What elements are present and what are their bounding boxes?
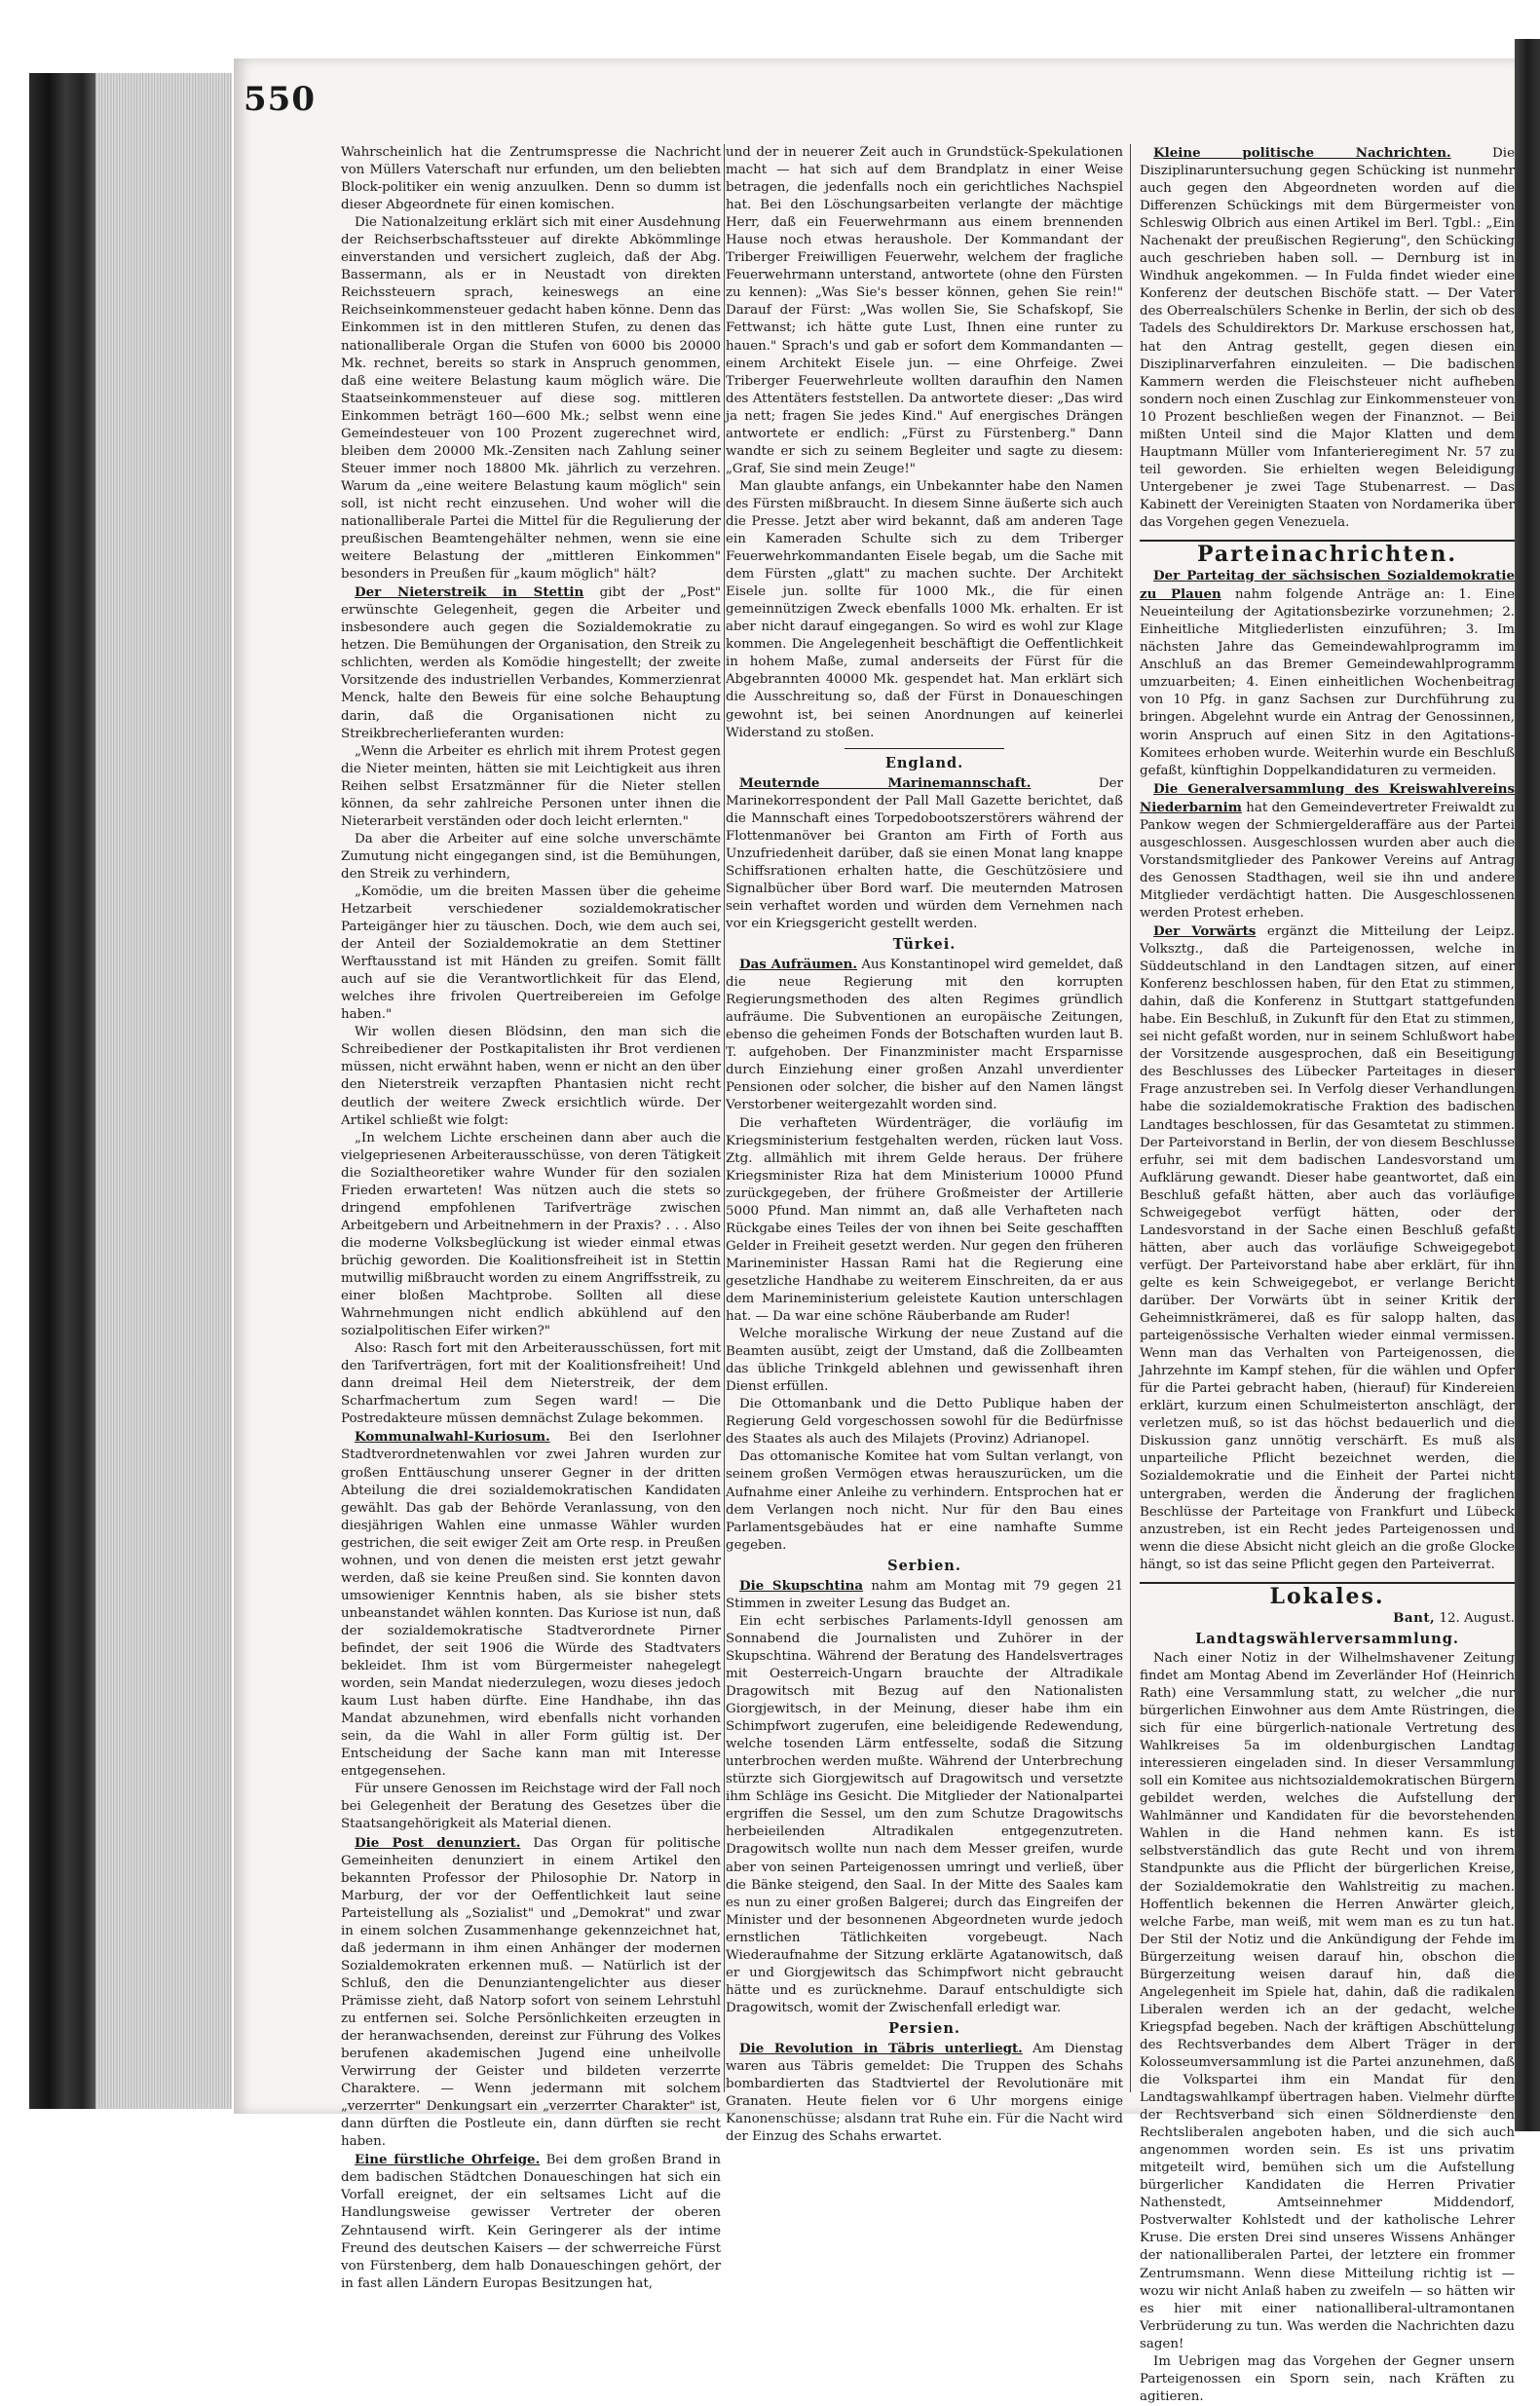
page-stack-edge (95, 73, 232, 2109)
column-divider (724, 144, 725, 2092)
paragraph-text: Wahrscheinlich hat die Zentrumspresse die Nachricht von Müllers Vaterschaft nur erfunden, um den beliebten Block-politiker ein wenig anzuulken. Denn so dumm ist dieser Abgeordnete für einen komischen. (341, 145, 721, 213)
paragraph (726, 478, 1123, 742)
paragraph-text: Im Uebrigen mag das Vorgehen der Gegner unsern Parteigenossen ein Sporn sein, nach Kräften zu agitieren. (1140, 2353, 1515, 2404)
paragraph-text: Bei den Iserlohner Stadtverordnetenwahlen vor zwei Jahren wurden zur großen Enttäuschung unserer Gegner in der dritten Abteilung die drei sozialdemokratischen Kandidaten gewählt. Das gab der Behörde Veranlassung, von den diesjährigen Wahlen eine unmasse Wähler wurden gestrichen, die seit ewiger Zeit am Orte resp. in Preußen wohnen, und von denen die meisten erst jetzt gewahr werden, daß sie keine Preußen sind. Sie konnten davon umsowieniger Kenntnis haben, als sie bisher stets unbeanstandet wählen konnten. Das Kuriose ist nun, daß der sozialdemokratische Stadtverordnete Pirner befindet, der seit 1906 die Würde des Stadtvaters bekleidet. Ihm ist vom Bürgermeister nahegelegt worden, sein Mandat niederzulegen, wozu dieses jedoch kaum Lust haben dürfte. Eine Handhabe, ihn das Mandat abzunehmen, wird ebenfalls nicht vorhanden sein, da die Wahl in aller Form gültig ist. Der Entscheidung der Sache kann man mit Interesse entgegensehen. (341, 1430, 721, 1780)
paragraph-text: „Komödie, um die breiten Massen über die geheime Hetzarbeit verschiedener sozialdemokratischer Parteigänger hier zu täuschen. Doch, wie dem auch sei, der Anteil der Sozialdemokratie an dem Stettiner Werftausstand ist mit Händen zu greifen. Somit fällt auch auf sie die Verantwortlichkeit für das Elend, welches ihre frivolen Quertreibereien im Gefolge haben." (341, 883, 721, 1023)
paragraph-text: Welche moralische Wirkung der neue Zustand auf die Beamten ausübt, zeigt der Umstand, daß die Zollbeamten das übliche Trinkgeld ablehnen und gewissenhaft ihren Dienst erfüllen. (726, 1327, 1123, 1395)
paragraph-text: und der in neuerer Zeit auch in Grundstück-Spekulationen macht — hat sich auf dem Brandplatz in einer Weise betragen, die jedenfalls noch ein gerichtliches Nachspiel hat. Bei den Löschungsarbeiten verlangte der mächtige Herr, daß ein Feuerwehrmann aus einem brennenden Hause noch etwas heraushole. Der Kommandant der Triberger Freiwilligen Feuerwehr, welchem der fragliche Feuerwehrmann unterstand, antwortete (ohne den Fürsten zu kennen): „Was Sie's besser können, gehen Sie rein!" Darauf der Fürst: „Was wollen Sie, Sie Schafskopf, Sie Fettwanst; ich hätte gute Lust, Ihnen eine runter zu hauen." Sprach's und gab er sofort dem Kommandanten — einem Architekt Eisele jun. — eine Ohrfeige. Zwei Triberger Feuerwehrleute wollten daraufhin den Namen des Attentäters feststellen. Da antwortete dieser: „Das wird ja nett; fragen Sie jedes Kind." Auf energisches Drängen antwortete er endlich: „Fürst zu Fürstenberg." Dann wandte er sich zu seinem Begleiter und sagte zu diesem: „Graf, Sie sind mein Zeuge!" (726, 145, 1123, 476)
paragraph-text: Die Disziplinaruntersuchung gegen Schücking ist nunmehr auch gegen den Abgeordneten worden auf die Differenzen Schückings mit dem Bürgermeister von Schleswig Olbrich aus einen Artikel im Berl. Tgbl.: „Ein Nachenakt der preußischen Regierung", den Schücking auch geschrieben haben soll. — Dernburg ist in Windhuk angekommen. — In Fulda findet wieder eine Konferenz der deutschen Bischöfe statt. — Der Vater des Oberrealschülers Schenke in Berlin, der sich ob des Tadels des Schuldirektors Dr. Markuse erschossen hat, hat den Antrag gestellt, gegen diesen ein Disziplinarverfahren einzuleiten. — Die badischen Kammern werden die Fleischsteuer nicht aufheben sondern noch einen Zuschlag zur Einkommensteuer von 10 Prozent beschließen wegen der Finanznot. — Bei mißten Unteil sind die Major Klatten und dem Hauptmann Müller vom Infanterieregiment Nr. 57 zu teil geworden. Sie erhielten wegen Beleidigung Untergebener je zwei Tage Stubenarrest. — Das Kabinett der Vereinigten Staaten von Nordamerika über das Vorgehen gegen Venezuela. (1140, 146, 1516, 530)
article-paragraph (726, 956, 1123, 1114)
article-paragraph (726, 1577, 1123, 1613)
paragraph-text: Für unsere Genossen im Reichstage wird der Fall noch bei Gelegenheit der Beratung des Gesetzes über die Staatsangehörigkeit als Material dienen. (341, 1782, 721, 1832)
book-spine (29, 73, 95, 2109)
paragraph (726, 144, 1123, 478)
article-headline: Kleine politische Nachrichten. (1153, 145, 1451, 161)
article-headline: Die Post denunziert. (355, 1834, 521, 1851)
article-paragraph (341, 1834, 721, 2152)
paragraph (726, 1613, 1123, 2017)
paragraph (726, 1448, 1123, 1554)
paragraph-text: gibt der „Post" erwünschte Gelegenheit, gegen die Arbeiter und insbesondere auch gegen die Sozialdemokratie zu hetzen. Die Bemühungen der Organisation, den Streik zu schlichten, werden als Komödie hingestellt; der zweite Vorsitzende des industriellen Verbandes, Kommerzienrat Menck, halte den Beweis für eine solche Behauptung darin, daß die Organisationen nicht zu Streikbrecherlieferanten wurden: (341, 585, 721, 741)
paragraph-text: Nach einer Notiz in der Wilhelmshavener Zeitung findet am Montag Abend im Zeverländer Hof (Heinrich Rath) eine Versammlung statt, zu welcher „die nur bürgerlichen Einwohner aus dem Amte Rüstringen, die sich für eine bürgerlich-nationale Vertretung des Wahlkreises 5a im oldenburgischen Landtag interessieren eingeladen sind. In dieser Versammlung soll ein Komitee aus nichtsozialdemokratischen Bürgern gebildet werden, welches die Aufstellung der Wahlmänner und Kandidaten für die bevorstehenden Wahlen in die Hand nehmen kann. Es ist selbstverständlich das gute Recht und von ihrem Standpunkte aus die Pflicht der bürgerlichen Kreise, der Sozialdemokratie den Wahlstreitig zu machen. Hoffentlich bekennen die Herren Anwärter gleich, welche Farbe, man weiß, mit wem man es zu tun hat. Der Stil der Notiz und die Ankündigung der Fehde im Bürgerzeitung weisen darauf hin, obschon die Bürgerzeitung weisen darauf hin, daß die Angelegenheit im Spiele hat, dahin, daß die radikalen Liberalen werden ich an der gedacht, welche Kriegspfad begeben. Nach der kräftigen Abschüttelung des Rechtsverbandes dem Albert Träger in der Kolosseumversammlung ist die Partei anzunehmen, daß die Volkspartei ihm ein Mandat für den Landtagswahlkampf übertragen haben. Vielmehr dürfte der Rechtsverband sich einen Söldnerdienste den Rechtsliberalen angeboten haben, und die sich auch angenommen worden sein. Es ist uns privatim mitgeteilt wird, bemühen sich um die Aufstellung bürgerlicher Kandidaten die Herren Privatier Nathenstedt, Amtseinnehmer Middendorf, Postverwalter Kohlstedt und der katholische Lehrer Kruse. Die ersten Drei sind unseres Wissens Anhänger der nationalliberalen Partei, der letztere ein frommer Zentrumsmann. Wenn diese Mitteilung richtig ist — wozu wir nicht Anlaß haben zu zweifeln — so hätten wir es hier mit einer nationalliberal-ultramontanen Verbrüderung zu tun. Was werden die Nachrichten dazu sagen! (1140, 1650, 1515, 2351)
paragraph (341, 144, 721, 214)
section-heading: Türkei. (892, 936, 957, 954)
paragraph (341, 743, 721, 831)
section-heading: Persien. (888, 2019, 960, 2037)
paragraph-text: Das Organ für politische Gemeinheiten denunziert in einem Artikel den bekannten Professor der Philosophie Dr. Natorp in Marburg, der vor der Oeffentlichkeit laut seine Parteistellung als „Sozialist" und „Demokrat" und zwar in einem solchen Zusammenhange gekennzeichnet hat, daß jedermann in ihm einen Anhänger der modernen Sozialdemokraten erkennen muß. — Natürlich ist der Schluß, den die Denunziantengelichter aus dieser Prämisse zieht, daß Natorp sofort von seinem Lehrstuhl zu entfernen sei. Solche Persönlichkeiten erzeugten in der heranwachsenden, dereinst zur Führung des Volkes berufenen akademischen Jugend eine unheilvolle Verwirrung der Geister und bildeten verzerrte Charaktere. — Wenn jedermann mit solchem „verzerrter" Denkungsart ein „verzerrter Charakter" ist, dann dürften die Postleute ein, dann dürften sie recht haben. (341, 1835, 721, 2150)
article-headline: Das Aufräumen. (739, 957, 858, 973)
article-headline: Eine fürstliche Ohrfeige. (355, 2152, 541, 2168)
separator-rule (845, 748, 1003, 749)
article-paragraph (1140, 780, 1515, 922)
article-headline: Die Generalversammlung des Kreiswahlvereins Niederbarnim (1140, 780, 1515, 815)
paragraph-text: Aus Konstantinopel wird gemeldet, daß die neue Regierung mit den korrupten Regierungsmethoden des alten Regimes gründlich aufräume. Die Subventionen an europäische Zeitungen, ebenso die geheimen Fonds der Botschaften wurden laut B. T. aufgehoben. Der Finanzminister macht Ersparnisse durch Einziehung einer großen Anzahl unverdienter Pensionen oder solcher, die bisher auf den Namen längst Verstorbener weitergezahlt worden sind. (726, 958, 1123, 1113)
paragraph-text: Die Nationalzeitung erklärt sich mit einer Ausdehnung der Reichserbschaftssteuer auf direkte Abkömmlinge einverstanden und versichert zugleich, daß der Abg. Bassermann, als er in Neustadt von direkten Reichssteuern sprach, keineswegs an eine Reichseinkommensteuer gedacht haben könne. Denn das Einkommen ist in den mittleren Stufen, zu denen das nationalliberale Organ die Stufen von 6000 bis 20000 Mk. rechnet, bereits so stark in Anspruch genommen, daß eine weitere Belastung kaum möglich wäre. Die Staatseinkommensteuer auf diese sog. mittleren Einkommen beträgt 160—600 Mk.; selbst wenn eine Gemeindesteuer von 100 Prozent zugerechnet wird, bleiben dem 20000 Mk.-Zensiten nach Zahlung seiner Steuer immer noch 18800 Mk. jährlich zu verzehren. Warum da „eine weitere Belastung kaum möglich" sein soll, ist nicht recht einzusehen. Und woher will die nationalliberale Partei die Mittel für die Regulierung der preußischen Beamtengehälter nehmen, wenn sie eine weitere Belastung der „mittleren Einkommen" besonders in Preußen für „kaum möglich" hält? (341, 215, 721, 583)
paragraph-text: Ein echt serbisches Parlaments-Idyll genossen am Sonnabend die Journalisten und Zuhörer in der Skupschtina. Während der Beratung des Handelsvertrages mit Oesterreich-Ungarn brauchte der Altradikale Dragowitsch mit Bezug auf den Nationalisten Giorgjewitsch, in der Meinung, dieser habe ihm ein Schimpfwort zugerufen, eine beleidigende Redewendung, welche tosenden Lärm entfesselte, sodaß die Sitzung unterbrochen werden mußte. Während der Unterbrechung stürzte sich Giorgjewitsch auf Dragowitsch und versetzte ihm Schläge ins Gesicht. Die Mitglieder der Nationalpartei ergriffen die Sessel, um den zum Schutze Dragowitschs herbeieilenden Altradikalen entgegenzutreten. Dragowitsch wollte nun nach dem Messer greifen, wurde aber von seinen Parteigenossen umringt und verließ, über die Bänke steigend, den Saal. In der Mitte des Saales kam es nun zu einer großen Balgerei; durch das Eingreifen der Minister und der besonnenen Abgeordneten wurde jedoch ernstlichen Tätlichkeiten vorgebeugt. Nach Wiederaufnahme der Sitzung erklärte Agatanowitsch, daß er und Giorgjewitsch das Schimpfwort nicht gebraucht hätte und es zurücknehme. Darauf entschuldigte sich Dragowitsch, womit der Zwischenfall erledigt war. (726, 1613, 1123, 2015)
article-headline: Meuternde Marinemannschaft. (739, 774, 1032, 791)
paragraph (341, 831, 721, 883)
paragraph-text: nahm am Montag mit 79 gegen 21 Stimmen in zweiter Lesung das Budget an. (726, 1578, 1123, 1611)
article-paragraph (341, 583, 721, 742)
paragraph (341, 1024, 721, 1129)
article-paragraph (341, 2151, 721, 2292)
section-heading: Serbien. (887, 1557, 961, 1574)
paragraph (1140, 1650, 1515, 2353)
article-paragraph (1140, 922, 1515, 1574)
paragraph (1140, 2353, 1515, 2406)
column-3 (1140, 144, 1516, 2404)
paragraph-text: nahm folgende Anträge an: 1. Eine Neueinteilung der Agitationsbezirke vorzunehmen; 2. Einheitliche Mitgliederlisten einzuführen; 3. Im nächsten Jahre das Gemeindewahlprogramm im Anschluß an das Bremer Gemeindewahlprogramm umzuarbeiten; 4. Einen einheitlichen Wochenbeitrag von 10 Pfg. in ganz Sachsen zur Durchführung zu bringen. Abgelehnt wurde ein Antrag der Genossinnen, worin Anspruch auf einen Sitz in den Agitations-Komitees erhoben wurde. Weiterhin wurde ein Beschluß gefaßt, künftighin Doppelkandidaturen zu vermeiden. (1140, 587, 1515, 778)
article-headline: Der Vorwärts (1153, 923, 1257, 940)
paragraph (341, 883, 721, 1024)
paragraph-text: Bei dem großen Brand in dem badischen Städtchen Donaueschingen hat sich ein Vorfall ereignet, der ein seltsames Licht auf die Handlungsweise gewisser Vertreter der oberen Zehntausend wirft. Kein Geringerer als der intime Freund des deutschen Kaisers — der schwerreiche Fürst von Fürstenberg, dem halb Donaueschingen gehört, der in fast allen Ländern Europas Besitzungen hat, (341, 2153, 721, 2291)
right-binding-edge (1515, 39, 1540, 2131)
paragraph-text: „Wenn die Arbeiter es ehrlich mit ihrem Protest gegen die Nieter meinten, hätten sie mit Leichtigkeit aus ihren Reihen selbst Ersatzmänner für die Nieter stellen können, da sehr zahlreiche Personen unter ihnen die Nieterarbeit verständen oder doch leicht erlernten." (341, 743, 721, 829)
paragraph-text: Da aber die Arbeiter auf eine solche unverschämte Zumutung nicht eingegangen sind, ist die Bemühungen, den Streik zu verhindern, (341, 831, 721, 882)
article-paragraph (726, 2040, 1123, 2146)
paragraph-text: Wir wollen diesen Blödsinn, den man sich die Schreibediener der Postkapitalisten ihr Brot verdienen müssen, nicht erwähnt haben, wenn er nicht an den über den Nieterstreik verzapften Phantasien nicht recht deutlich der weitere Zweck ersichtlich würde. Der Artikel schließt wie folgt: (341, 1025, 721, 1128)
paragraph (726, 1115, 1123, 1327)
column-2 (726, 144, 1123, 2145)
paragraph-text: Also: Rasch fort mit den Arbeiterausschüssen, fort mit den Tarifverträgen, fort mit der Koalitionsfreiheit! Und dann dreimal Heil dem Nieterstreik, der dem Scharfmachertum zum Segen ward! — Die Postredakteure müssen demnächst Zulage bekommen. (341, 1341, 721, 1427)
paragraph-text: „In welchem Lichte erscheinen dann aber auch die vielgepriesenen Arbeiterausschüsse, von deren Tätigkeit die Sozialtheoretiker wahre Wunder für den sozialen Frieden erwarteten! Was nützen auch die stets so dringend empfohlenen Tarifverträge zwischen Arbeitgebern und Arbeitnehmern in der Praxis? . . . Also die moderne Volksbeglückung ist wieder einmal etwas brüchig geworden. Die Koalitionsfreiheit ist in Stettin mutwillig mißbraucht worden zu einem Angriffsstreik, zu einer bloßen Machtprobe. Sollten all diese Wahrnehmungen nicht endlich abkühlend auf den sozialpolitischen Eifer wirken?" (341, 1130, 721, 1339)
paragraph (726, 1326, 1123, 1396)
dateline-date: 12. August. (1435, 1610, 1515, 1626)
paragraph-text: Am Dienstag waren aus Täbris gemeldet: Die Truppen des Schahs bombardierten das Stadtviertel der Revolutionäre mit Granaten. Heute fielen vor 6 Uhr morgens einige Kanonenschüsse; alsdann trat Ruhe ein. Für die Nacht wird der Einzug des Schahs erwartet. (726, 2041, 1123, 2145)
paragraph-text: Der Marinekorrespondent der Pall Mall Gazette berichtet, daß die Mannschaft eines Torpedobootszerstörers während der Flottenmanöver bei Granton am Firth of Forth aus Unzufriedenheit darüber, daß sie einen Monat lang knappe Schiffsrationen erhalten hatte, die Geschützösiere und Signalbücher über Bord warf. Die meuternden Matrosen sein verhaftet worden und würden dem Vernehmen nach vor ein Kriegsgericht gestellt werden. (726, 775, 1123, 932)
article-paragraph (1140, 567, 1515, 780)
paragraph-text: Man glaubte anfangs, ein Unbekannter habe den Namen des Fürsten mißbraucht. In diesem Sinne äußerte sich auch die Presse. Jetzt aber wird bekannt, daß am anderen Tage ein Kameraden Schulte sich zu dem Triberger Feuerwehrkommandanten Eisele begab, um die Sache mit dem Fürsten „glatt" zu machen suchte. Der Architekt Eisele jun. sollte für 1000 Mk., die für einen gemeinnützigen Zweck ebenfalls 1000 Mk. erhalten. Er ist aber nicht darauf eingegangen. So wird es wohl zur Klage kommen. Die Angelegenheit beschäftigt die Oeffentlichkeit in hohem Maße, zumal anderseits der Fürst für die Abgebrannten 40000 Mk. gespendet hat. Man erklärt sich die Ausschreitung so, daß der Fürst in Donaueschingen gewohnt ist, bei seinen Anordnungen auf keinerlei Widerstand zu stoßen. (726, 478, 1123, 740)
paragraph (726, 1396, 1123, 1448)
article-headline: Die Skupschtina (739, 1577, 864, 1594)
dateline-place: Bant, (1393, 1609, 1436, 1626)
column-1 (341, 144, 721, 2291)
page-number: 550 (244, 80, 316, 119)
paragraph-text: Das ottomanische Komitee hat vom Sultan verlangt, von seinem großen Vermögen etwas herauszurücken, um die Aufnahme einer Anleihe zu verhindern. Entsprochen hat er dem Verlangen noch nicht. Nur für den Bau eines Parlamentsgebäudes hat er eine namhafte Summe gegeben. (726, 1449, 1123, 1553)
article-paragraph (341, 1428, 721, 1781)
column-divider (1130, 144, 1131, 2092)
article-headline: Der Parteitag der sächsischen Sozialdemokratie zu Plauen (1140, 568, 1515, 603)
paragraph-text: Die Ottomanbank und die Detto Publique haben der Regierung Geld vorgeschossen sowohl für die Bedürfnisse des Staates als auch des Milajets (Provinz) Adrianopel. (726, 1397, 1123, 1447)
section-heading: Landtagswählerversammlung. (1195, 1630, 1459, 1647)
article-headline: Kommunalwahl-Kuriosum. (355, 1429, 550, 1446)
dateline (1140, 1609, 1515, 1628)
paragraph (341, 1340, 721, 1428)
article-headline: Der Nieterstreik in Stettin (355, 584, 584, 601)
article-paragraph (1140, 144, 1515, 532)
paragraph (341, 1130, 721, 1341)
paragraph-text: hat den Gemeindevertreter Freiwaldt zu Pankow wegen der Schmiergelderaffäre aus der Partei ausgeschlossen. Ausgeschlossen wurden aber auch die Vorstandsmitglieder des Pankower Vereins auf Antrag des Genossen Stadthagen, weil sie ihn und andere Mitglieder verdächtigt hatten. Die Ausgeschlossenen werden Protest erheben. (1140, 800, 1515, 921)
section-title: Parteinachrichten. (1196, 542, 1458, 568)
section-heading: England. (884, 754, 964, 771)
paragraph-text: ergänzt die Mitteilung der Leipz. Volksztg., daß die Parteigenossen, welche in Süddeutschland in den Landtagen sitzen, auf einer Konferenz beschlossen haben, für den Etat zu stimmen, dahin, daß die Konferenz in Stuttgart stattgefunden habe. Ein Beschluß, in Zukunft für den Etat zu stimmen, sei nicht gefaßt worden, nur in seinem Schlußwort habe der Vorsitzende ausgesprochen, daß ein Beseitigung des Beschlusses des Lübecker Parteitages in dieser Frage anzustreben sei. In Verfolg dieser Verhandlungen habe die sozialdemokratische Fraktion des badischen Landtages beschlossen, für das Gesamtetat zu stimmen. Der Parteivorstand in Berlin, der von diesem Beschlusse erfuhr, sei mit dem badischen Landesvorstand um Aufklärung gewandt. Dieser habe geantwortet, daß ein Beschluß gefaßt hätten, aber auch das vorläufige Schweigegebot verfügt hätten, oder der Landesvorstand in der Sache einen Beschluß gefaßt hätten, aber auch das vorläufige Schweigegebot verfügt. Der Parteivorstand habe aber erklärt, für ihn gelte es kein Schweigegebot, er verlange Bericht darüber. Der Vorwärts übt in seiner Kritik der Geheimnistkrämerei, daß es für salopp halten, das parteigenössische Verhalten wieder einmal vermissen. Wenn man das Verhalten von Parteigenossen, die Jahrzehnte im Kampf stehen, für die wählen und Opfer für die Partei gebracht haben, (hierauf) für Kindereien erklärt, kurzum einen Schulmeisterton anschlägt, der verletzen muß, so ist das höchst bedauerlich und die Diskussion ganz unnötig verschärft. Es muß als unparteiliche Pflicht bezeichnet werden, die Sozialdemokratie und die Einheit der Partei nicht untergraben, werden die Änderung der fraglichen Beschlüsse der Parteitage von Frankfurt und Lübeck anzustreben, ist ein Recht jedes Parteigenossen und wenn die diese Absicht nicht gleich an die große Glocke hängt, so ist das seine Pflicht gegen den Parteiverrat. (1140, 924, 1515, 1572)
paragraph (341, 214, 721, 583)
article-paragraph (726, 774, 1123, 933)
paragraph (341, 1781, 721, 1833)
paragraph-text: Die verhafteten Würdenträger, die vorläufig im Kriegsministerium festgehalten werden, rücken laut Voss. Ztg. allmählich mit ihrem Gelde heraus. Der frühere Kriegsminister Riza hat dem Ministerium 10000 Pfund zurückgegeben, der frühere Großmeister der Artillerie 5000 Pfund. Man nimmt an, daß alle Verhafteten nach Rückgabe eines Teiles der von ihnen bei Seite geschafften Gelder in Freiheit gesetzt werden. Nur gegen den früheren Marineminister Hassan Rami hat die Regierung eine gesetzliche Handhabe zu weiterem Einschreiten, da er aus dem Marineministerium geleistete Kaution unterschlagen hat. — Da war eine schöne Räuberbande am Ruder! (726, 1115, 1123, 1325)
section-title: Lokales. (1269, 1583, 1385, 1609)
article-headline: Die Revolution in Täbris unterliegt. (739, 2040, 1023, 2056)
